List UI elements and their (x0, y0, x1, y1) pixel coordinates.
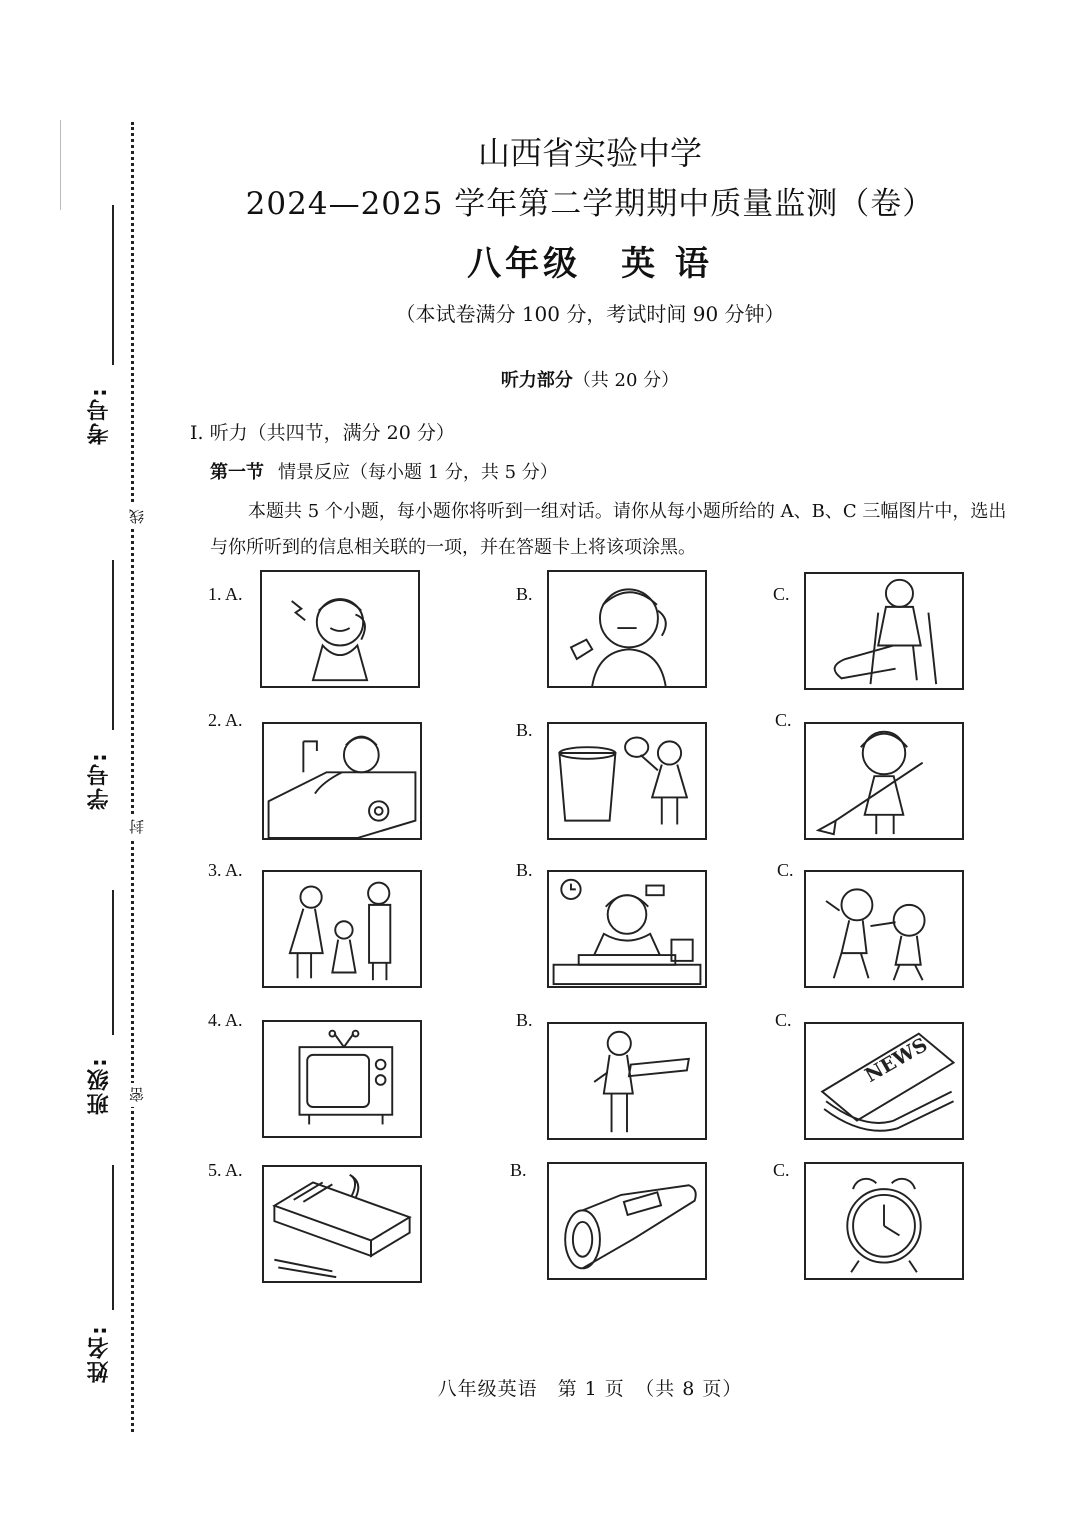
part-points: （共 20 分） (572, 370, 680, 391)
school-title: 山西省实验中学 (477, 134, 702, 172)
class-label: 班级: (87, 1056, 112, 1115)
subsection-name: 情景反应（每小题 1 分，共 5 分） (278, 462, 558, 483)
family-arguing-icon[interactable] (262, 870, 422, 988)
grade-subject-title (0, 236, 1080, 285)
exam-note: （本试卷满分 100 分，考试时间 90 分钟） (395, 302, 785, 326)
question-5-option-c: C. (773, 1160, 790, 1180)
girl-with-bucket-icon[interactable] (547, 722, 707, 840)
toothache-boy-icon[interactable] (547, 570, 707, 688)
girl-reading-magazine-icon[interactable] (547, 1022, 707, 1140)
page-footer: 八年级英语 第 1 页 （共 8 页） (437, 1378, 743, 1400)
headache-man-icon[interactable] (260, 570, 420, 688)
section-instruction: 本题共 5 个小题，每小题你将听到一组对话。请你从每小题所给的 A、B、C 三幅图片中，选出与你所听到的信息相关联的一项，并在答题卡上将该项涂黑。 (210, 501, 1007, 558)
question-2-option-c: C. (775, 710, 792, 730)
newspaper-headline: NEWS (860, 1033, 932, 1088)
newspaper-icon[interactable] (804, 1022, 964, 1140)
question-4-option-b: B. (516, 1010, 533, 1030)
question-2-option-b: B. (516, 720, 533, 740)
television-icon[interactable] (262, 1020, 422, 1138)
girl-sweeping-icon[interactable] (804, 722, 964, 840)
matchbox-icon[interactable] (262, 1165, 422, 1283)
question-1-label: 1. A. (208, 584, 243, 604)
question-2-label: 2. A. (208, 710, 243, 730)
student-number-field[interactable] (84, 560, 124, 810)
part-name: 听力部分 (500, 370, 573, 391)
class-field[interactable] (84, 890, 124, 1115)
seal-feng-char: 封 (126, 815, 144, 839)
seal-mi-char: 密 (126, 1083, 144, 1107)
exam-number-label: 考号: (87, 386, 112, 445)
grade-label: 八年级 (467, 244, 582, 284)
student-number-label: 学号: (87, 751, 112, 810)
stressed-student-icon[interactable] (547, 870, 707, 988)
question-3-option-c: C. (777, 860, 794, 880)
subject-label: 英 语 (621, 244, 713, 284)
question-3-option-b: B. (516, 860, 533, 880)
subsection-title: 第一节 (210, 462, 264, 483)
question-3-label: 3. A. (208, 860, 243, 880)
subsection-heading (210, 458, 558, 484)
section-title: I. 听力（共四节，满分 20 分） (190, 422, 455, 444)
alarm-clock-icon[interactable] (804, 1162, 964, 1280)
question-5-option-b: B. (510, 1160, 527, 1180)
question-1-option-c: C. (773, 584, 790, 604)
seal-line-char: 线 (126, 505, 144, 529)
name-label: 姓名: (87, 1324, 112, 1383)
question-1-option-b: B. (516, 584, 533, 604)
broken-leg-crutches-icon[interactable] (804, 572, 964, 690)
question-4-option-c: C. (775, 1010, 792, 1030)
question-5-label: 5. A. (208, 1160, 243, 1180)
part-heading (0, 366, 1080, 392)
name-field[interactable] (84, 1165, 124, 1383)
flashlight-icon[interactable] (547, 1162, 707, 1280)
question-4-label: 4. A. (208, 1010, 243, 1030)
term-title: 2024—2025 学年第二学期期中质量监测（卷） (245, 186, 935, 222)
boys-fighting-icon[interactable] (804, 870, 964, 988)
boy-washing-dishes-icon[interactable] (262, 722, 422, 840)
